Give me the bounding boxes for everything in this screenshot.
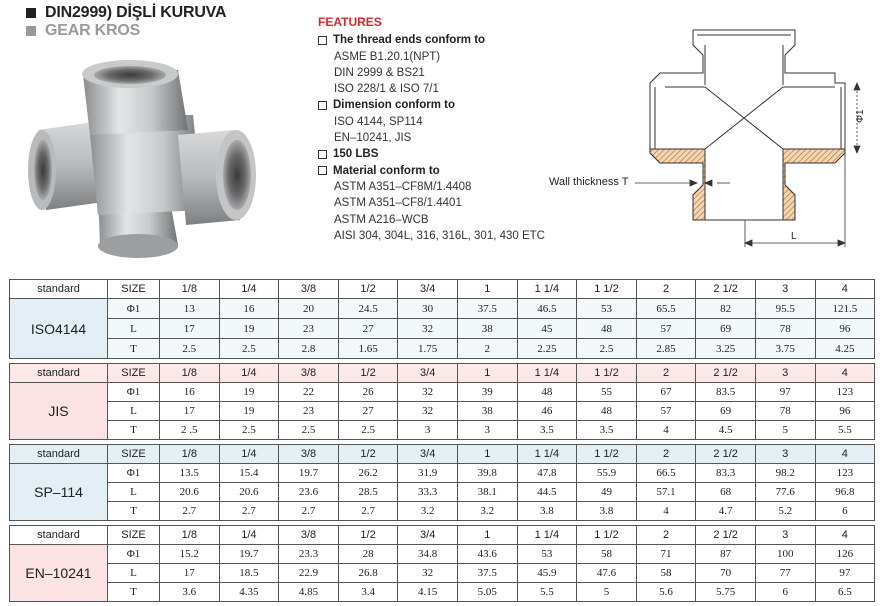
table-cell: 4 [636,421,696,440]
table-cell: 4 [636,502,696,521]
table-cell: 2.5 [219,339,279,359]
wall-thickness-label: Wall thickness T [549,176,629,188]
table-cell: 37.5 [457,564,517,583]
table-cell: 96.8 [815,483,875,502]
size-cell: 1/2 [338,526,398,545]
parameter-label: L [108,402,160,421]
dimension-table [9,363,875,440]
size-cell: 1/8 [160,445,220,464]
table-cell: 44.5 [517,483,577,502]
table-row [10,483,875,502]
table-cell: 2.7 [160,502,220,521]
table-cell: 4.85 [279,583,339,602]
table-row [10,583,875,602]
size-header: SIZE [108,280,160,299]
table-cell: 57 [636,402,696,421]
table-cell: 5 [577,583,637,602]
table-cell: 28.5 [338,483,398,502]
size-cell: 1 [457,526,517,545]
parameter-label: Φ1 [108,299,160,319]
table-cell: 4.25 [815,339,875,359]
parameter-label: T [108,583,160,602]
standard-name: EN–10241 [10,545,108,602]
table-cell: 48 [577,319,637,339]
table-cell: 24.5 [338,299,398,319]
table-cell: 45 [517,319,577,339]
feature-line: AISI 304, 304L, 316, 316L, 301, 430 ETC [334,229,545,242]
table-cell: 57 [636,319,696,339]
table-cell: 2 [457,339,517,359]
size-cell: 3/4 [398,445,458,464]
table-cell: 5.5 [815,421,875,440]
standard-header: standard [10,364,108,383]
table-cell: 4.15 [398,583,458,602]
table-row [10,299,875,319]
title-row-en [26,22,226,40]
checkbox-icon [318,150,327,159]
table-cell: 5.6 [636,583,696,602]
checkbox-icon [318,36,327,45]
table-cell: 3.2 [457,502,517,521]
table-cell: 17 [160,319,220,339]
parameter-label: T [108,502,160,521]
title-english: GEAR KROS [45,22,141,39]
table-cell: 3.75 [755,339,815,359]
table-cell: 23.3 [279,545,339,564]
table-cell: 2.7 [279,502,339,521]
table-cell: 16 [160,383,220,402]
parameter-label: L [108,564,160,583]
table-cell: 77.6 [755,483,815,502]
table-cell: 15.2 [160,545,220,564]
size-cell: 1 1/2 [577,364,637,383]
table-row [10,402,875,421]
table-cell: 19 [219,402,279,421]
table-cell: 38 [457,402,517,421]
table-cell: 98.2 [755,464,815,483]
table-row [10,383,875,402]
table-cell: 1.65 [338,339,398,359]
table-cell: 58 [577,545,637,564]
features-panel [318,14,545,244]
table-cell: 34.8 [398,545,458,564]
size-cell: 3/4 [398,526,458,545]
table-cell: 2.5 [338,421,398,440]
table-cell: 23 [279,402,339,421]
size-cell: 1/2 [338,280,398,299]
size-cell: 1/4 [219,280,279,299]
table-cell: 3 [398,421,458,440]
table-row [10,464,875,483]
parameter-label: Φ1 [108,383,160,402]
table-cell: 2.25 [517,339,577,359]
size-cell: 3 [755,364,815,383]
size-cell: 1/2 [338,364,398,383]
feature-section-title: Dimension conform to [318,97,545,113]
table-header-row [10,445,875,464]
title-turkish: DIN2999) DİŞLİ KURUVA [45,4,227,21]
parameter-label: Φ1 [108,464,160,483]
table-cell: 31.9 [398,464,458,483]
table-cell: 19.7 [219,545,279,564]
table-cell: 2.7 [338,502,398,521]
table-cell: 23.6 [279,483,339,502]
size-cell: 1 1/4 [517,280,577,299]
table-cell: 2.5 [279,421,339,440]
feature-line: ISO 228/1 & ISO 7/1 [334,83,439,96]
table-cell: 4.7 [696,502,756,521]
table-cell: 65.5 [636,299,696,319]
table-cell: 18.5 [219,564,279,583]
table-cell: 20.6 [160,483,220,502]
table-cell: 2.85 [636,339,696,359]
size-header: SIZE [108,526,160,545]
table-cell: 48 [577,402,637,421]
table-cell: 47.6 [577,564,637,583]
table-row [10,564,875,583]
table-cell: 39 [457,383,517,402]
table-cell: 37.5 [457,299,517,319]
title-row-tr [26,4,226,22]
table-row [10,545,875,564]
size-cell: 1 1/4 [517,526,577,545]
bullet-square-icon [26,8,36,18]
standard-name: ISO4144 [10,299,108,359]
feature-line: ASTM A216–WCB [334,213,429,226]
table-cell: 2.5 [160,339,220,359]
size-cell: 2 1/2 [696,364,756,383]
table-cell: 13.5 [160,464,220,483]
table-cell: 96 [815,402,875,421]
table-cell: 43.6 [457,545,517,564]
cross-fitting-photo [28,60,258,260]
cross-section-diagram [545,25,875,255]
size-cell: 1 1/2 [577,526,637,545]
table-cell: 27 [338,402,398,421]
dimension-tables [9,279,875,606]
table-cell: 95.5 [755,299,815,319]
table-cell: 48 [517,383,577,402]
size-cell: 1 1/4 [517,364,577,383]
size-cell: 3/8 [279,526,339,545]
table-cell: 69 [696,319,756,339]
size-cell: 1 1/2 [577,445,637,464]
feature-line: DIN 2999 & BS21 [334,66,425,79]
table-cell: 55 [577,383,637,402]
table-cell: 32 [398,319,458,339]
table-cell: 5 [755,421,815,440]
table-cell: 71 [636,545,696,564]
table-cell: 3.25 [696,339,756,359]
size-cell: 4 [815,526,875,545]
size-cell: 2 [636,445,696,464]
size-cell: 2 1/2 [696,445,756,464]
table-cell: 87 [696,545,756,564]
dimension-table [9,525,875,602]
table-cell: 27 [338,319,398,339]
checkbox-icon [318,166,327,175]
table-cell: 3.8 [517,502,577,521]
size-header: SIZE [108,445,160,464]
table-cell: 5.2 [755,502,815,521]
table-cell: 28 [338,545,398,564]
table-cell: 3.8 [577,502,637,521]
size-cell: 1/4 [219,445,279,464]
table-cell: 47.8 [517,464,577,483]
features-heading: FEATURES [318,15,382,29]
size-cell: 2 1/2 [696,526,756,545]
size-cell: 3 [755,445,815,464]
table-cell: 19 [219,383,279,402]
table-cell: 33.3 [398,483,458,502]
feature-section-title: The thread ends conform to [318,32,545,48]
size-cell: 1 [457,364,517,383]
table-cell: 19.7 [279,464,339,483]
size-cell: 1 1/2 [577,280,637,299]
table-cell: 3.5 [577,421,637,440]
table-header-row [10,526,875,545]
table-cell: 32 [398,383,458,402]
diameter-label: Φ1 [855,109,866,123]
table-cell: 123 [815,383,875,402]
size-cell: 2 1/2 [696,280,756,299]
table-cell: 46 [517,402,577,421]
table-cell: 20.6 [219,483,279,502]
table-cell: 26.8 [338,564,398,583]
size-cell: 1 1/4 [517,445,577,464]
size-cell: 3/4 [398,280,458,299]
table-header-row [10,364,875,383]
table-cell: 22 [279,383,339,402]
size-cell: 4 [815,364,875,383]
size-cell: 3/4 [398,364,458,383]
table-cell: 5.05 [457,583,517,602]
feature-section-title: Material conform to [318,163,545,179]
table-cell: 2.5 [219,421,279,440]
feature-line: ASTM A351–CF8M/1.4408 [334,180,472,193]
table-cell: 83.3 [696,464,756,483]
length-label: L [791,231,797,242]
table-cell: 69 [696,402,756,421]
table-cell: 17 [160,564,220,583]
parameter-label: Φ1 [108,545,160,564]
table-cell: 16 [219,299,279,319]
size-cell: 2 [636,526,696,545]
table-row [10,319,875,339]
feature-line: ISO 4144, SP114 [334,115,423,128]
table-cell: 3.6 [160,583,220,602]
table-cell: 55.9 [577,464,637,483]
size-cell: 3/8 [279,445,339,464]
size-cell: 1 [457,445,517,464]
table-cell: 66.5 [636,464,696,483]
table-cell: 77 [755,564,815,583]
table-header-row [10,280,875,299]
table-cell: 1.75 [398,339,458,359]
parameter-label: L [108,319,160,339]
size-cell: 4 [815,445,875,464]
size-cell: 1/4 [219,526,279,545]
table-cell: 78 [755,319,815,339]
size-cell: 1/4 [219,364,279,383]
size-cell: 1/8 [160,364,220,383]
table-cell: 20 [279,299,339,319]
parameter-label: T [108,421,160,440]
size-cell: 3 [755,526,815,545]
table-cell: 22.9 [279,564,339,583]
feature-line: ASME B1.20.1(NPT) [334,50,441,63]
table-cell: 96 [815,319,875,339]
table-cell: 82 [696,299,756,319]
table-cell: 57.1 [636,483,696,502]
table-cell: 4.35 [219,583,279,602]
standard-name: JIS [10,383,108,440]
size-cell: 1/2 [338,445,398,464]
table-cell: 58 [636,564,696,583]
table-cell: 3.2 [398,502,458,521]
table-cell: 83.5 [696,383,756,402]
size-cell: 3/8 [279,280,339,299]
table-cell: 2.7 [219,502,279,521]
table-cell: 45.9 [517,564,577,583]
size-cell: 4 [815,280,875,299]
table-cell: 46.5 [517,299,577,319]
table-cell: 13 [160,299,220,319]
table-cell: 2.5 [577,339,637,359]
size-cell: 1/8 [160,280,220,299]
parameter-label: T [108,339,160,359]
size-cell: 2 [636,280,696,299]
table-cell: 15.4 [219,464,279,483]
table-row [10,502,875,521]
table-cell: 39.8 [457,464,517,483]
standard-header: standard [10,280,108,299]
table-row [10,421,875,440]
table-cell: 49 [577,483,637,502]
table-cell: 4.5 [696,421,756,440]
table-cell: 53 [577,299,637,319]
table-cell: 70 [696,564,756,583]
table-cell: 78 [755,402,815,421]
table-cell: 2.8 [279,339,339,359]
parameter-label: L [108,483,160,502]
table-cell: 68 [696,483,756,502]
size-header: SIZE [108,364,160,383]
table-cell: 126 [815,545,875,564]
dimension-table [9,279,875,359]
table-cell: 100 [755,545,815,564]
dimension-table [9,444,875,521]
feature-line: EN–10241, JIS [334,132,412,145]
size-cell: 3 [755,280,815,299]
table-cell: 17 [160,402,220,421]
table-cell: 30 [398,299,458,319]
standard-header: standard [10,526,108,545]
table-cell: 5.5 [517,583,577,602]
table-row [10,339,875,359]
standard-name: SP–114 [10,464,108,521]
bullet-square-icon [26,26,36,36]
table-cell: 123 [815,464,875,483]
table-cell: 97 [755,383,815,402]
table-cell: 26 [338,383,398,402]
checkbox-icon [318,101,327,110]
table-cell: 26.2 [338,464,398,483]
feature-line: ASTM A351–CF8/1.4401 [334,197,462,210]
table-cell: 121.5 [815,299,875,319]
table-cell: 2 .5 [160,421,220,440]
table-cell: 53 [517,545,577,564]
size-cell: 1/8 [160,526,220,545]
title-block [26,4,226,40]
table-cell: 32 [398,564,458,583]
standard-header: standard [10,445,108,464]
table-cell: 19 [219,319,279,339]
table-cell: 23 [279,319,339,339]
size-cell: 2 [636,364,696,383]
table-cell: 67 [636,383,696,402]
table-cell: 6 [815,502,875,521]
table-cell: 3.4 [338,583,398,602]
table-cell: 6 [755,583,815,602]
table-cell: 38.1 [457,483,517,502]
table-cell: 3.5 [517,421,577,440]
size-cell: 3/8 [279,364,339,383]
table-cell: 5.75 [696,583,756,602]
table-cell: 6.5 [815,583,875,602]
table-cell: 97 [815,564,875,583]
feature-section-title: 150 LBS [318,146,545,162]
size-cell: 1 [457,280,517,299]
table-cell: 38 [457,319,517,339]
table-cell: 3 [457,421,517,440]
table-cell: 32 [398,402,458,421]
